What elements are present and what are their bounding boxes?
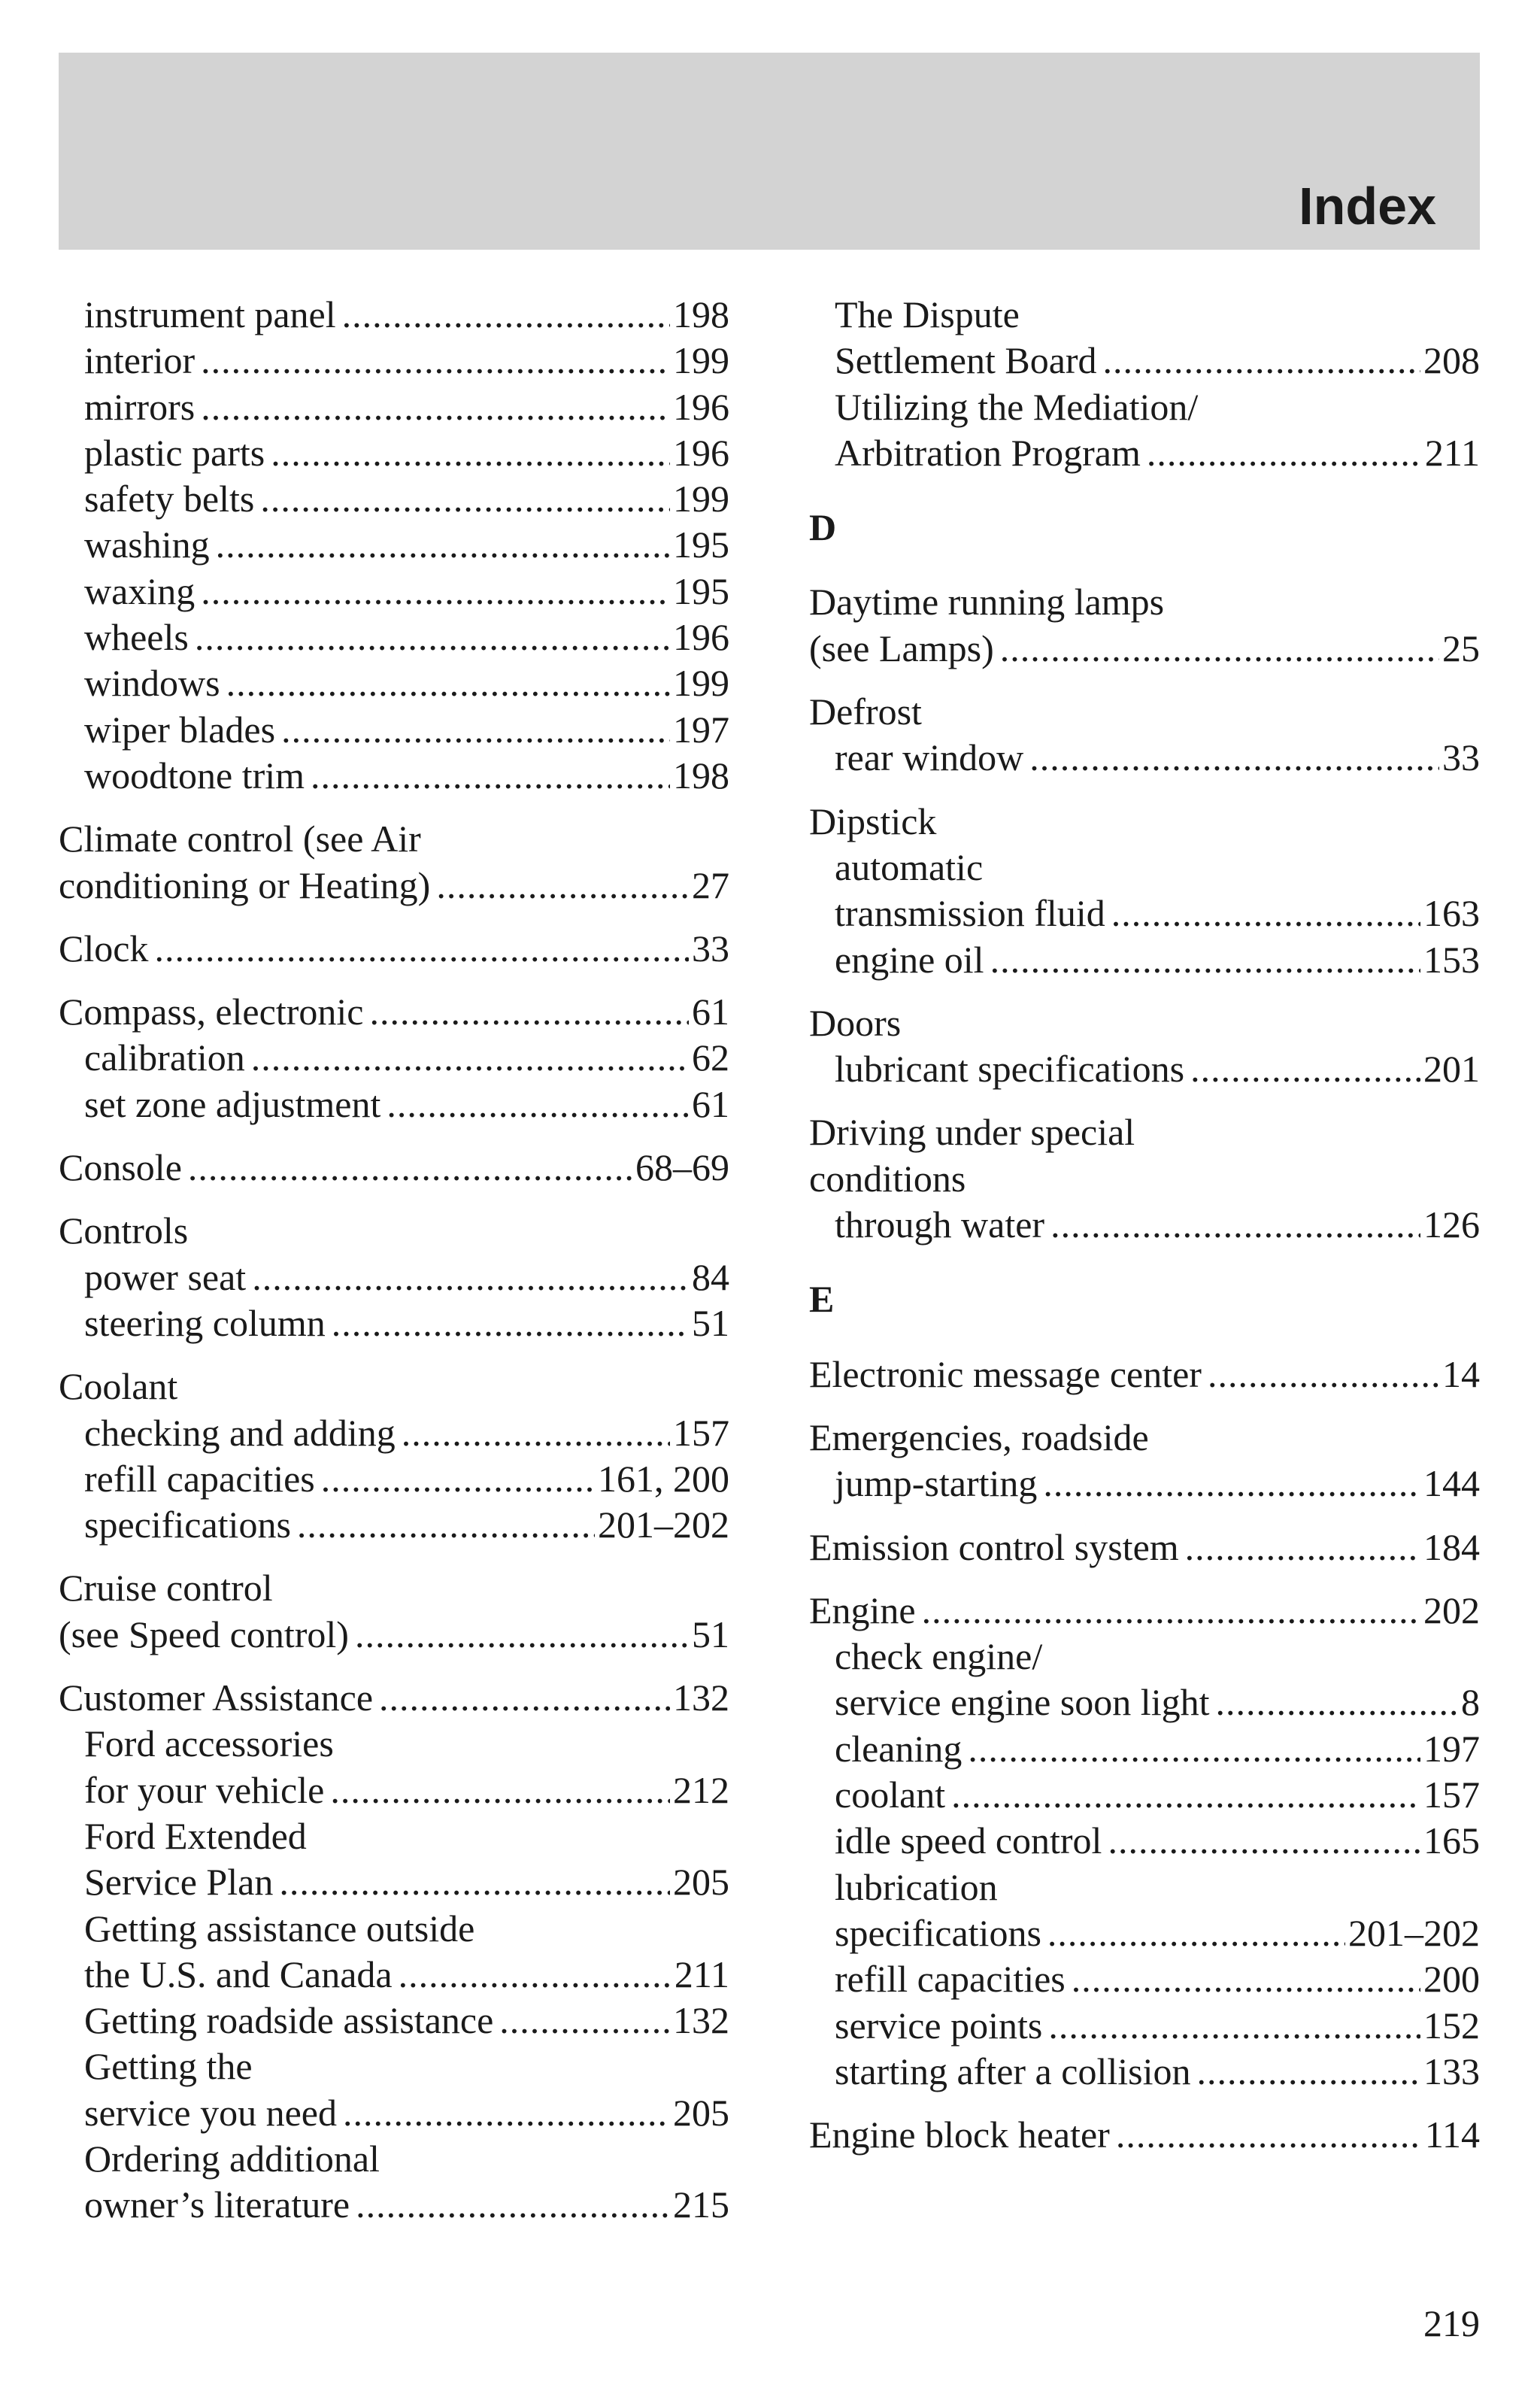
dot-leader [356, 2182, 670, 2228]
entry-page-number: 202 [1423, 1588, 1480, 1631]
index-entry [809, 1634, 1480, 1679]
index-entry [59, 1767, 729, 1813]
index-entry [59, 1721, 729, 1767]
entry-page-number: 199 [673, 478, 729, 520]
index-entry [809, 1000, 1480, 1046]
dot-leader [279, 1859, 670, 1905]
dot-leader [379, 1675, 670, 1721]
entry-text: conditions [809, 1157, 966, 1200]
dot-leader [271, 430, 670, 476]
entry-page-number: 157 [673, 1411, 729, 1454]
index-entry [59, 1675, 729, 1721]
entry-page-number: 201–202 [598, 1503, 729, 1546]
dot-leader [251, 1035, 689, 1081]
index-entry [809, 1865, 1480, 1910]
index-entry [809, 891, 1480, 936]
index-entry [59, 1952, 729, 1998]
index-column-right [809, 292, 1480, 2158]
header-band [59, 53, 1480, 250]
index-entry [809, 430, 1480, 476]
entry-page-number: 132 [673, 1676, 729, 1719]
dot-leader [1185, 1525, 1420, 1570]
entry-text: safety belts [84, 478, 255, 520]
index-entry [809, 937, 1480, 983]
entry-text: Clock [59, 927, 149, 969]
dot-leader [1216, 1679, 1459, 1725]
entry-text: woodtone trim [84, 754, 305, 796]
index-entry [809, 2003, 1480, 2049]
index-entry [809, 799, 1480, 845]
entry-text: Settlement Board [835, 339, 1097, 382]
dot-leader [369, 989, 689, 1035]
entry-page-number: 201–202 [1348, 1911, 1480, 1954]
entry-text: Defrost [809, 690, 922, 733]
index-entry [59, 2182, 729, 2228]
entry-text: lubricant specifications [835, 1048, 1185, 1091]
entry-page-number: 199 [673, 662, 729, 705]
dot-leader [201, 569, 670, 614]
entry-page-number: 198 [673, 754, 729, 796]
entry-page-number: 68–69 [635, 1146, 729, 1189]
entry-text: waxing [84, 569, 196, 612]
entry-page-number: 27 [692, 863, 729, 906]
entry-page-number: 33 [1442, 736, 1480, 779]
index-entry [59, 2136, 729, 2182]
entry-text: Emission control system [809, 1525, 1179, 1568]
entry-text: Ford accessories [84, 1722, 334, 1765]
entry-page-number: 200 [1423, 1958, 1480, 2001]
index-entry [59, 614, 729, 660]
entry-text: Doors [809, 1001, 902, 1044]
entry-text: starting after a collision [835, 2050, 1191, 2092]
entry-page-number: 165 [1423, 1819, 1480, 1862]
dot-leader [402, 1410, 670, 1456]
entry-text: the U.S. and Canada [84, 1953, 393, 1995]
dot-leader [951, 1772, 1420, 1818]
dot-leader [252, 1255, 689, 1300]
entry-text: (see Speed control) [59, 1613, 349, 1655]
entry-text: rear window [835, 736, 1024, 779]
entry-page-number: 211 [674, 1953, 729, 1995]
index-entry [59, 1145, 729, 1191]
entry-page-number: 205 [673, 1861, 729, 1904]
entry-page-number: 208 [1423, 339, 1480, 382]
index-entry [809, 1415, 1480, 1461]
entry-page-number: 84 [692, 1255, 729, 1298]
index-entry [59, 1208, 729, 1254]
entry-page-number: 197 [1423, 1727, 1480, 1770]
entry-text: (see Lamps) [809, 627, 994, 669]
dot-leader [1103, 338, 1420, 384]
dot-leader [188, 1145, 632, 1191]
dot-leader [342, 292, 670, 338]
index-entry [59, 569, 729, 614]
index-entry [809, 1352, 1480, 1397]
entry-text: cleaning [835, 1727, 962, 1770]
dot-leader [1208, 1352, 1439, 1397]
entry-text: Getting assistance outside [84, 1907, 475, 1950]
dot-leader [330, 1767, 670, 1813]
index-entry [59, 476, 729, 522]
entry-page-number: 51 [692, 1301, 729, 1344]
entry-page-number: 126 [1423, 1203, 1480, 1246]
entry-text: Dipstick [809, 800, 937, 842]
entry-text: refill capacities [84, 1457, 315, 1500]
index-entry [59, 660, 729, 706]
dot-leader [1196, 2049, 1420, 2095]
entry-text: Coolant [59, 1365, 178, 1408]
dot-leader [201, 384, 670, 430]
entry-page-number: 114 [1424, 2113, 1480, 2156]
index-entry [59, 430, 729, 476]
dot-leader [216, 522, 670, 568]
dot-leader [990, 937, 1420, 983]
index-entry [59, 989, 729, 1035]
entry-page-number: 184 [1423, 1525, 1480, 1568]
index-entry [59, 1300, 729, 1346]
entry-page-number: 205 [673, 2091, 729, 2134]
entry-text: Controls [59, 1209, 189, 1252]
entry-text: Console [59, 1146, 182, 1189]
entry-text: mirrors [84, 385, 196, 428]
entry-page-number: 8 [1461, 1681, 1480, 1724]
index-entry [809, 845, 1480, 891]
index-entry [59, 1906, 729, 1952]
dot-leader [1029, 735, 1439, 781]
entry-text: check engine/ [835, 1635, 1043, 1678]
entry-text: Driving under special [809, 1111, 1135, 1154]
entry-page-number: 144 [1423, 1462, 1480, 1505]
index-entry [809, 2112, 1480, 2158]
entry-text: plastic parts [84, 431, 265, 474]
dot-leader [1047, 1910, 1345, 1956]
index-entry [809, 735, 1480, 781]
dot-leader [195, 614, 670, 660]
index-entry [809, 1202, 1480, 1248]
dot-leader [226, 660, 670, 706]
index-entry [59, 2044, 729, 2089]
entry-text: coolant [835, 1774, 946, 1816]
entry-text: instrument panel [84, 293, 336, 335]
entry-text: jump-starting [835, 1462, 1038, 1505]
entry-text: for your vehicle [84, 1768, 325, 1811]
entry-text: Arbitration Program [835, 431, 1141, 474]
entry-text: power seat [84, 1255, 247, 1298]
entry-text: service points [835, 2004, 1043, 2047]
dot-leader [154, 926, 689, 972]
dot-leader [332, 1300, 689, 1346]
entry-text: wiper blades [84, 708, 276, 751]
entry-page-number: 201 [1423, 1048, 1480, 1091]
entry-text: service engine soon light [835, 1681, 1210, 1724]
index-entry [59, 926, 729, 972]
entry-text: Climate control (see Air [59, 818, 421, 860]
index-entry [809, 689, 1480, 735]
section-letter: D [809, 506, 837, 549]
index-entry [59, 1082, 729, 1127]
entry-text: Getting the [84, 2045, 253, 2088]
index-entry [809, 338, 1480, 384]
index-entry [809, 1588, 1480, 1634]
entry-text: Daytime running lamps [809, 581, 1165, 624]
entry-text: specifications [835, 1911, 1041, 1954]
index-entry [59, 863, 729, 909]
entry-text: refill capacities [835, 1958, 1066, 2001]
index-entry [809, 1109, 1480, 1155]
entry-text: washing [84, 523, 210, 566]
dot-leader [355, 1612, 689, 1658]
section-letter: E [809, 1278, 835, 1321]
index-entry [809, 384, 1480, 430]
entry-page-number: 196 [673, 385, 729, 428]
entry-text: Ordering additional [84, 2137, 380, 2180]
dot-leader [922, 1588, 1420, 1634]
entry-page-number: 157 [1423, 1774, 1480, 1816]
entry-text: transmission fluid [835, 892, 1105, 935]
entry-page-number: 196 [673, 616, 729, 659]
index-entry [809, 1910, 1480, 1956]
entry-page-number: 61 [692, 991, 729, 1033]
dot-leader [281, 707, 670, 753]
entry-text: Compass, electronic [59, 991, 364, 1033]
index-entry [59, 1998, 729, 2044]
entry-text: windows [84, 662, 220, 705]
dot-leader [1050, 1202, 1420, 1248]
index-entry [59, 1364, 729, 1409]
entry-text: specifications [84, 1503, 291, 1546]
index-entry [809, 1679, 1480, 1725]
entry-page-number: 152 [1423, 2004, 1480, 2047]
index-column-left [59, 292, 729, 2229]
entry-text: wheels [84, 616, 189, 659]
dot-leader [499, 1998, 670, 2044]
entry-text: steering column [84, 1301, 326, 1344]
entry-text: conditioning or Heating) [59, 863, 431, 906]
entry-page-number: 153 [1423, 938, 1480, 981]
entry-text: Emergencies, roadside [809, 1415, 1149, 1458]
dot-leader [436, 863, 689, 909]
entry-text: Cruise control [59, 1567, 273, 1610]
index-entry [809, 579, 1480, 625]
index-entry [59, 338, 729, 384]
index-entry [59, 1035, 729, 1081]
entry-text: Customer Assistance [59, 1676, 374, 1719]
entry-page-number: 211 [1424, 431, 1480, 474]
dot-leader [201, 338, 670, 384]
entry-text: engine oil [835, 938, 984, 981]
index-entry [59, 1813, 729, 1859]
dot-leader [311, 753, 670, 799]
entry-page-number: 195 [673, 569, 729, 612]
index-entry [809, 1818, 1480, 1864]
entry-text: Engine [809, 1588, 916, 1631]
index-entry [59, 753, 729, 799]
page-title: Index [1299, 177, 1436, 235]
entry-page-number: 161, 200 [598, 1457, 729, 1500]
dot-leader [1048, 2003, 1420, 2049]
index-entry [59, 1565, 729, 1611]
entry-page-number: 163 [1423, 892, 1480, 935]
dot-leader [1072, 1956, 1420, 2002]
index-entry [59, 1859, 729, 1905]
index-entry [59, 292, 729, 338]
index-entry [59, 1456, 729, 1502]
index-entry [809, 626, 1480, 672]
dot-leader [1116, 2112, 1422, 2158]
entry-text: interior [84, 339, 196, 382]
entry-text: Utilizing the Mediation/ [835, 385, 1199, 428]
dot-leader [387, 1082, 689, 1127]
entry-text: through water [835, 1203, 1045, 1246]
entry-page-number: 132 [673, 1999, 729, 2042]
entry-text: Getting roadside assistance [84, 1999, 494, 2042]
entry-text: Electronic message center [809, 1352, 1202, 1395]
entry-page-number: 215 [673, 2183, 729, 2226]
entry-text: checking and adding [84, 1411, 396, 1454]
entry-page-number: 25 [1442, 627, 1480, 669]
entry-text: Ford Extended [84, 1814, 307, 1857]
dot-leader [968, 1726, 1420, 1772]
index-entry [809, 2049, 1480, 2095]
index-entry [809, 1046, 1480, 1092]
entry-text: idle speed control [835, 1819, 1102, 1862]
entry-page-number: 199 [673, 339, 729, 382]
index-entry [809, 1525, 1480, 1570]
index-entry [59, 1410, 729, 1456]
index-entry [809, 292, 1480, 338]
entry-text: service you need [84, 2091, 337, 2134]
page-number: 219 [1423, 2302, 1480, 2344]
dot-leader [1190, 1046, 1420, 1092]
index-entry [809, 1956, 1480, 2002]
entry-page-number: 197 [673, 708, 729, 751]
entry-page-number: 196 [673, 431, 729, 474]
index-entry [809, 1156, 1480, 1202]
entry-text: automatic [835, 845, 984, 888]
dot-leader [1147, 430, 1422, 476]
index-entry [59, 1255, 729, 1300]
entry-text: The Dispute [835, 293, 1020, 335]
entry-page-number: 51 [692, 1613, 729, 1655]
entry-text: Engine block heater [809, 2113, 1110, 2156]
entry-page-number: 133 [1423, 2050, 1480, 2092]
entry-page-number: 33 [692, 927, 729, 969]
index-entry [59, 1612, 729, 1658]
dot-leader [343, 2090, 670, 2136]
dot-leader [1111, 891, 1420, 936]
dot-leader [1043, 1461, 1420, 1507]
entry-text: Service Plan [84, 1861, 274, 1904]
dot-leader [1108, 1818, 1420, 1864]
index-entry [809, 1461, 1480, 1507]
dot-leader [297, 1502, 595, 1548]
dot-leader [399, 1952, 671, 1998]
entry-text: lubrication [835, 1865, 998, 1908]
dot-leader [260, 476, 670, 522]
entry-page-number: 62 [692, 1036, 729, 1079]
entry-page-number: 195 [673, 523, 729, 566]
entry-page-number: 14 [1442, 1352, 1480, 1395]
index-entry [59, 2090, 729, 2136]
index-entry [59, 707, 729, 753]
index-entry [59, 522, 729, 568]
entry-page-number: 61 [692, 1082, 729, 1125]
index-entry [809, 1726, 1480, 1772]
entry-page-number: 198 [673, 293, 729, 335]
index-entry [59, 1502, 729, 1548]
index-entry [59, 816, 729, 862]
index-entry [59, 384, 729, 430]
entry-text: set zone adjustment [84, 1082, 381, 1125]
dot-leader [1000, 626, 1439, 672]
entry-text: owner’s literature [84, 2183, 350, 2226]
dot-leader [321, 1456, 595, 1502]
entry-text: calibration [84, 1036, 245, 1079]
entry-page-number: 212 [673, 1768, 729, 1811]
index-entry [809, 1772, 1480, 1818]
